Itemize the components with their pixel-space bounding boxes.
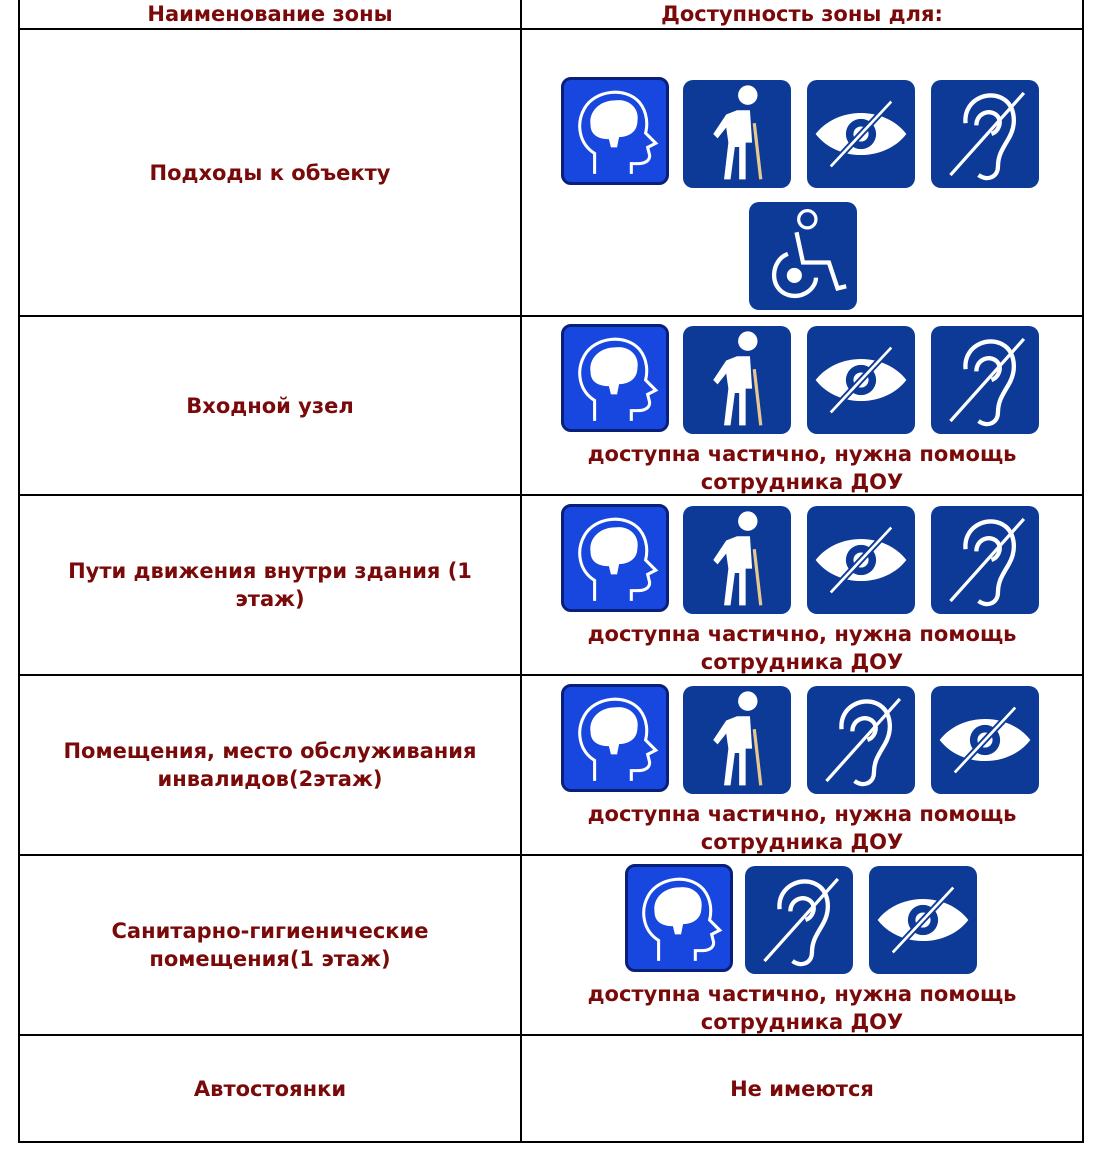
zone-name-paths: Пути движения внутри здания (1 этаж) [68,559,472,611]
access-note: доступна частично, нужна помощь сотрудника ДОУ [587,622,1017,674]
mind-icon [625,864,733,972]
blind-eye-icon [931,686,1039,794]
elderly-cane-icon [683,686,791,794]
blind-eye-icon [807,326,915,434]
zone-name-rooms: Помещения, место обслуживания инвалидов(2этаж) [63,739,477,791]
blind-eye-icon [807,80,915,188]
access-note: доступна частично, нужна помощь сотрудника ДОУ [587,982,1017,1034]
elderly-cane-icon [683,326,791,434]
deaf-ear-icon [931,80,1039,188]
header-zone-name: Наименование зоны [147,2,393,26]
parking-access-text: Не имеются [730,1076,874,1101]
blind-eye-icon [869,866,977,974]
mind-icon [561,324,669,432]
mind-icon [561,504,669,612]
deaf-ear-icon [931,326,1039,434]
zone-name-entrance: Входной узел [186,393,354,418]
header-zone-access: Доступность зоны для: [661,2,943,26]
zone-name-approaches: Подходы к объекту [149,160,391,185]
wheelchair-icon [749,202,857,310]
zone-name-sanitary: Санитарно-гигиенические помещения(1 этаж) [111,919,429,971]
elderly-cane-icon [683,80,791,188]
deaf-ear-icon [931,506,1039,614]
mind-icon [561,684,669,792]
zone-name-parking: Автостоянки [193,1076,347,1101]
deaf-ear-icon [807,686,915,794]
deaf-ear-icon [745,866,853,974]
blind-eye-icon [807,506,915,614]
elderly-cane-icon [683,506,791,614]
access-note: доступна частично, нужна помощь сотрудника ДОУ [587,802,1017,854]
table-border-middle [520,0,522,1143]
table-border-bottom [18,1141,1084,1143]
table-border-right [1082,0,1084,1143]
mind-icon [561,77,669,185]
access-note: доступна частично, нужна помощь сотрудника ДОУ [587,442,1017,494]
